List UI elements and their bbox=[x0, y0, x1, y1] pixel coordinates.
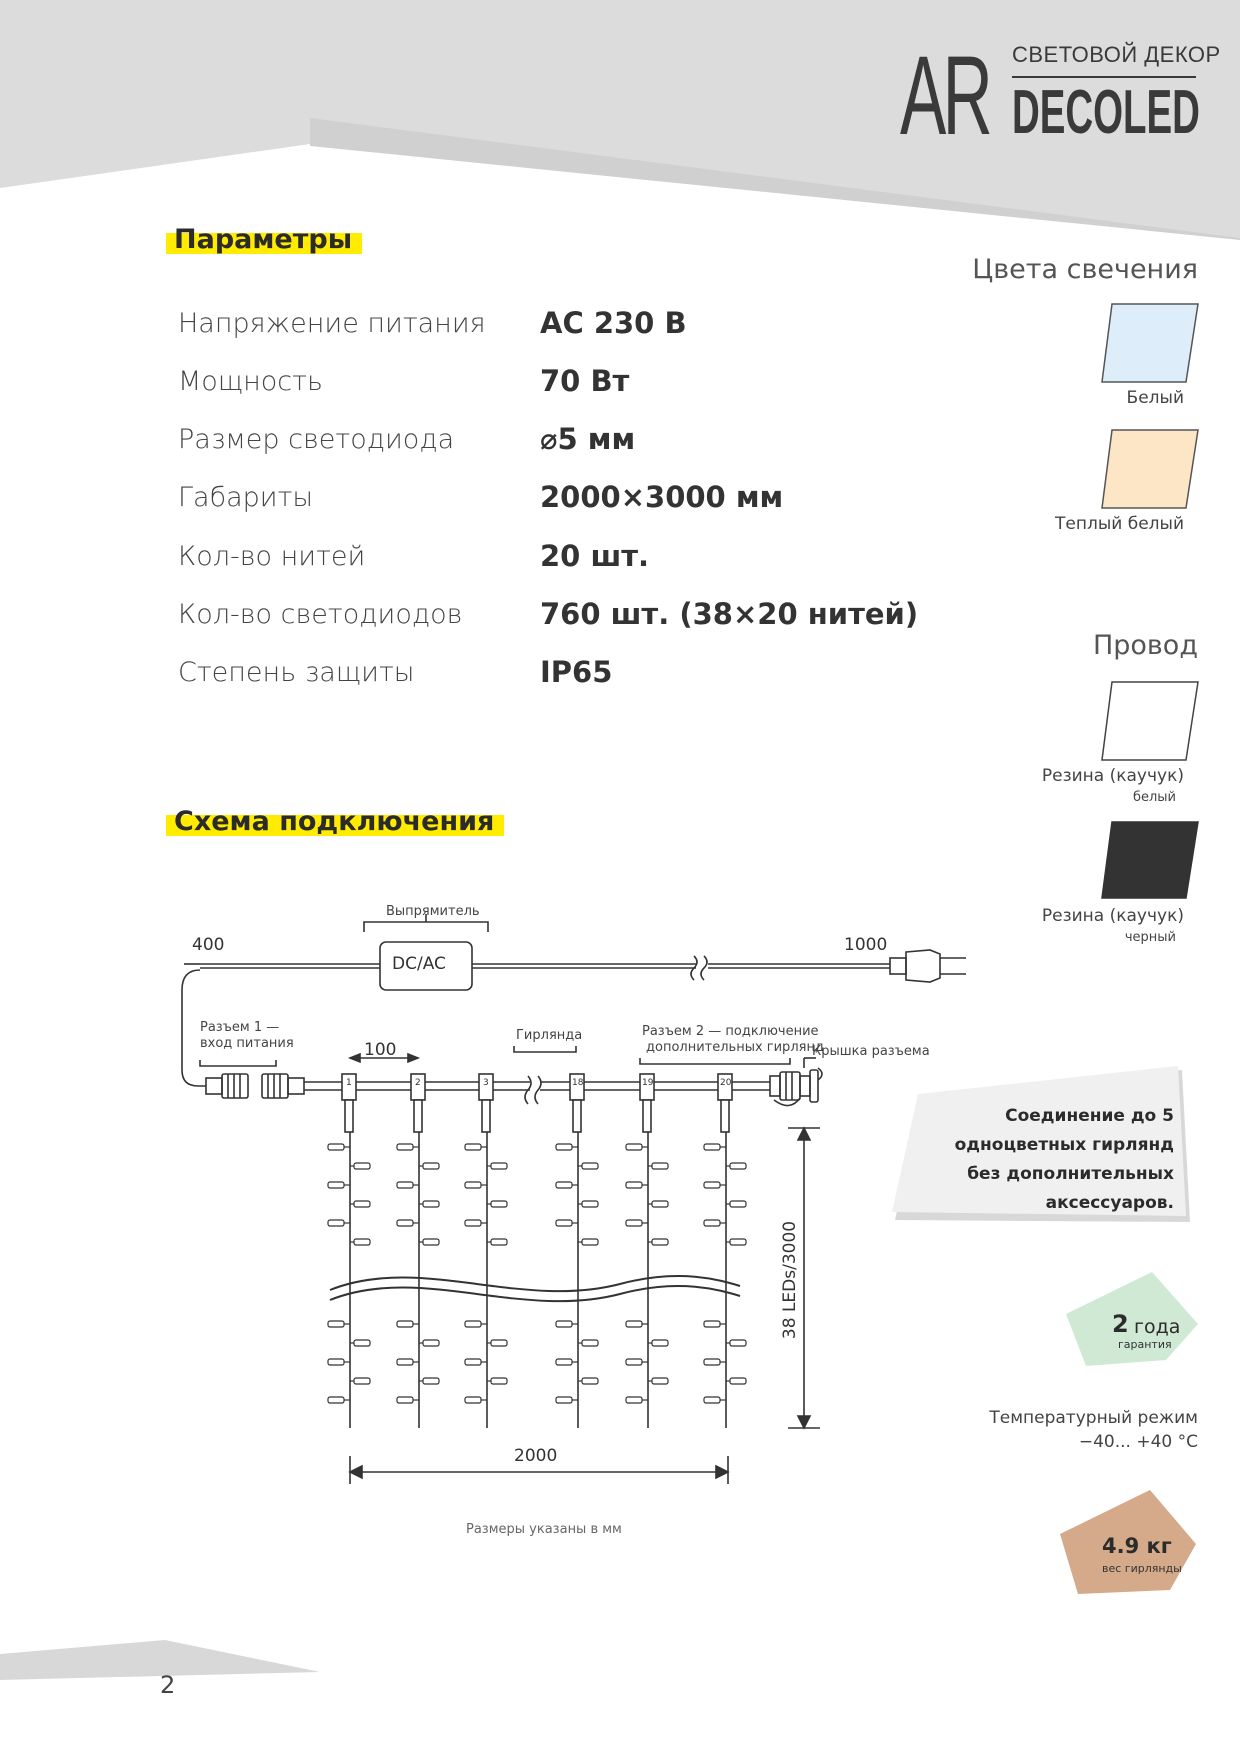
led bbox=[582, 1378, 598, 1384]
logo-ar: AR bbox=[900, 33, 990, 158]
led bbox=[397, 1397, 413, 1403]
connector2-label-2: дополнительных гирлянд bbox=[646, 1040, 824, 1055]
led bbox=[730, 1201, 746, 1207]
led bbox=[582, 1201, 598, 1207]
led bbox=[423, 1163, 439, 1169]
param-label: Кол-во нитей bbox=[178, 541, 366, 572]
param-label: Кол-во светодиодов bbox=[178, 599, 463, 630]
led bbox=[465, 1321, 481, 1327]
strand-number: 19 bbox=[642, 1078, 654, 1088]
led bbox=[423, 1201, 439, 1207]
strand bbox=[411, 1074, 425, 1428]
led bbox=[626, 1220, 642, 1226]
scheme-title: Схема подключения bbox=[166, 804, 504, 839]
warranty-value: 2 bbox=[1112, 1310, 1129, 1338]
weight-value: 4.9 кг bbox=[1102, 1534, 1172, 1558]
parameters-title: Параметры bbox=[166, 222, 362, 257]
led bbox=[354, 1201, 370, 1207]
cap-label: Крышка разъема bbox=[812, 1044, 930, 1059]
led bbox=[652, 1163, 668, 1169]
strand-number: 1 bbox=[346, 1078, 352, 1088]
led bbox=[491, 1378, 507, 1384]
param-value: 20 шт. bbox=[540, 539, 650, 573]
wire-title: Провод bbox=[1092, 630, 1198, 661]
param-label: Размер светодиода bbox=[178, 424, 455, 455]
led bbox=[491, 1163, 507, 1169]
led bbox=[397, 1359, 413, 1365]
led bbox=[730, 1340, 746, 1346]
swatch-label-warm-white: Теплый белый bbox=[1055, 514, 1184, 534]
led bbox=[582, 1163, 598, 1169]
dim-1000: 1000 bbox=[844, 935, 888, 955]
led bbox=[423, 1378, 439, 1384]
led bbox=[730, 1163, 746, 1169]
led bbox=[328, 1220, 344, 1226]
units-note: Размеры указаны в мм bbox=[466, 1522, 622, 1537]
wire-label-black: Резина (каучук) bbox=[1041, 906, 1184, 926]
note-line: аксессуаров. bbox=[1045, 1193, 1174, 1213]
note-line: без дополнительных bbox=[967, 1164, 1174, 1184]
led bbox=[626, 1359, 642, 1365]
led bbox=[704, 1359, 720, 1365]
led bbox=[704, 1321, 720, 1327]
led bbox=[354, 1239, 370, 1245]
wire-sublabel-black: черный bbox=[1124, 930, 1176, 945]
param-value: 70 Вт bbox=[540, 364, 630, 398]
weight-caption: вес гирлянды bbox=[1102, 1562, 1182, 1575]
rectifier-text: DC/AC bbox=[392, 954, 446, 974]
led bbox=[626, 1182, 642, 1188]
led bbox=[491, 1340, 507, 1346]
led bbox=[465, 1220, 481, 1226]
led bbox=[328, 1397, 344, 1403]
led bbox=[556, 1359, 572, 1365]
param-value: ⌀5 мм bbox=[540, 422, 636, 456]
led bbox=[354, 1340, 370, 1346]
led bbox=[626, 1397, 642, 1403]
logo-decoled: DECOLED bbox=[1012, 78, 1200, 147]
led bbox=[423, 1340, 439, 1346]
strand-number: 20 bbox=[720, 1078, 732, 1088]
connector2-label-1: Разъем 2 — подключение bbox=[642, 1024, 819, 1039]
dim-2000: 2000 bbox=[514, 1446, 558, 1466]
warranty-caption: гарантия bbox=[1118, 1338, 1172, 1351]
led bbox=[465, 1359, 481, 1365]
note-line: Соединение до 5 bbox=[1005, 1106, 1174, 1126]
led bbox=[556, 1397, 572, 1403]
param-value: 2000×3000 мм bbox=[540, 480, 784, 514]
led bbox=[397, 1182, 413, 1188]
param-label: Напряжение питания bbox=[178, 308, 486, 339]
led bbox=[556, 1220, 572, 1226]
led bbox=[582, 1340, 598, 1346]
led bbox=[328, 1321, 344, 1327]
led bbox=[652, 1378, 668, 1384]
connection-note bbox=[914, 1102, 1174, 1218]
led bbox=[582, 1239, 598, 1245]
led bbox=[328, 1144, 344, 1150]
strand bbox=[570, 1074, 584, 1428]
strand-number: 3 bbox=[483, 1078, 489, 1088]
param-label: Габариты bbox=[178, 482, 314, 513]
led bbox=[652, 1201, 668, 1207]
led bbox=[328, 1359, 344, 1365]
temperature-range: −40... +40 °C bbox=[1078, 1432, 1198, 1452]
strand bbox=[718, 1074, 732, 1428]
led bbox=[652, 1340, 668, 1346]
strand-number: 2 bbox=[415, 1078, 421, 1088]
swatch-label-white: Белый bbox=[1126, 388, 1184, 408]
led bbox=[704, 1182, 720, 1188]
led bbox=[465, 1397, 481, 1403]
brand-tagline: СВЕТОВОЙ ДЕКОР bbox=[1012, 42, 1221, 67]
connector1-label-2: вход питания bbox=[200, 1036, 294, 1051]
param-value: AC 230 В bbox=[540, 306, 687, 340]
page-number: 2 bbox=[160, 1671, 176, 1699]
led bbox=[397, 1144, 413, 1150]
wire-sublabel-white: белый bbox=[1132, 790, 1176, 805]
led bbox=[556, 1144, 572, 1150]
param-value: IP65 bbox=[540, 655, 613, 689]
strand bbox=[640, 1074, 654, 1428]
note-line: одноцветных гирлянд bbox=[954, 1135, 1174, 1155]
led bbox=[328, 1182, 344, 1188]
led bbox=[730, 1378, 746, 1384]
led bbox=[704, 1397, 720, 1403]
led bbox=[491, 1239, 507, 1245]
strand bbox=[342, 1074, 356, 1428]
strand bbox=[479, 1074, 493, 1428]
temperature-label: Температурный режим bbox=[989, 1408, 1198, 1428]
strand-number: 18 bbox=[572, 1078, 584, 1088]
led bbox=[730, 1239, 746, 1245]
led bbox=[491, 1201, 507, 1207]
led bbox=[354, 1378, 370, 1384]
leds bbox=[328, 1144, 746, 1403]
led bbox=[556, 1321, 572, 1327]
param-value: 760 шт. (38×20 нитей) bbox=[540, 597, 919, 631]
led bbox=[397, 1220, 413, 1226]
connector1-label-1: Разъем 1 — bbox=[200, 1020, 280, 1035]
led bbox=[465, 1144, 481, 1150]
led bbox=[556, 1182, 572, 1188]
warranty-unit: года bbox=[1134, 1316, 1181, 1338]
led bbox=[465, 1182, 481, 1188]
led bbox=[704, 1220, 720, 1226]
rectifier-label: Выпрямитель bbox=[386, 904, 480, 919]
param-label: Мощность bbox=[178, 366, 323, 397]
glow-colors-title: Цвета свечения bbox=[972, 254, 1198, 285]
dim-vertical: 38 LEDs/3000 bbox=[780, 1220, 800, 1340]
garland-label: Гирлянда bbox=[516, 1028, 583, 1043]
param-label: Степень защиты bbox=[178, 657, 415, 688]
dim-400: 400 bbox=[192, 935, 225, 955]
wire-label-white: Резина (каучук) bbox=[1041, 766, 1184, 786]
dim-100: 100 bbox=[364, 1040, 397, 1060]
led bbox=[704, 1144, 720, 1150]
led bbox=[423, 1239, 439, 1245]
led bbox=[397, 1321, 413, 1327]
led bbox=[626, 1144, 642, 1150]
led bbox=[652, 1239, 668, 1245]
led bbox=[354, 1163, 370, 1169]
led bbox=[626, 1321, 642, 1327]
